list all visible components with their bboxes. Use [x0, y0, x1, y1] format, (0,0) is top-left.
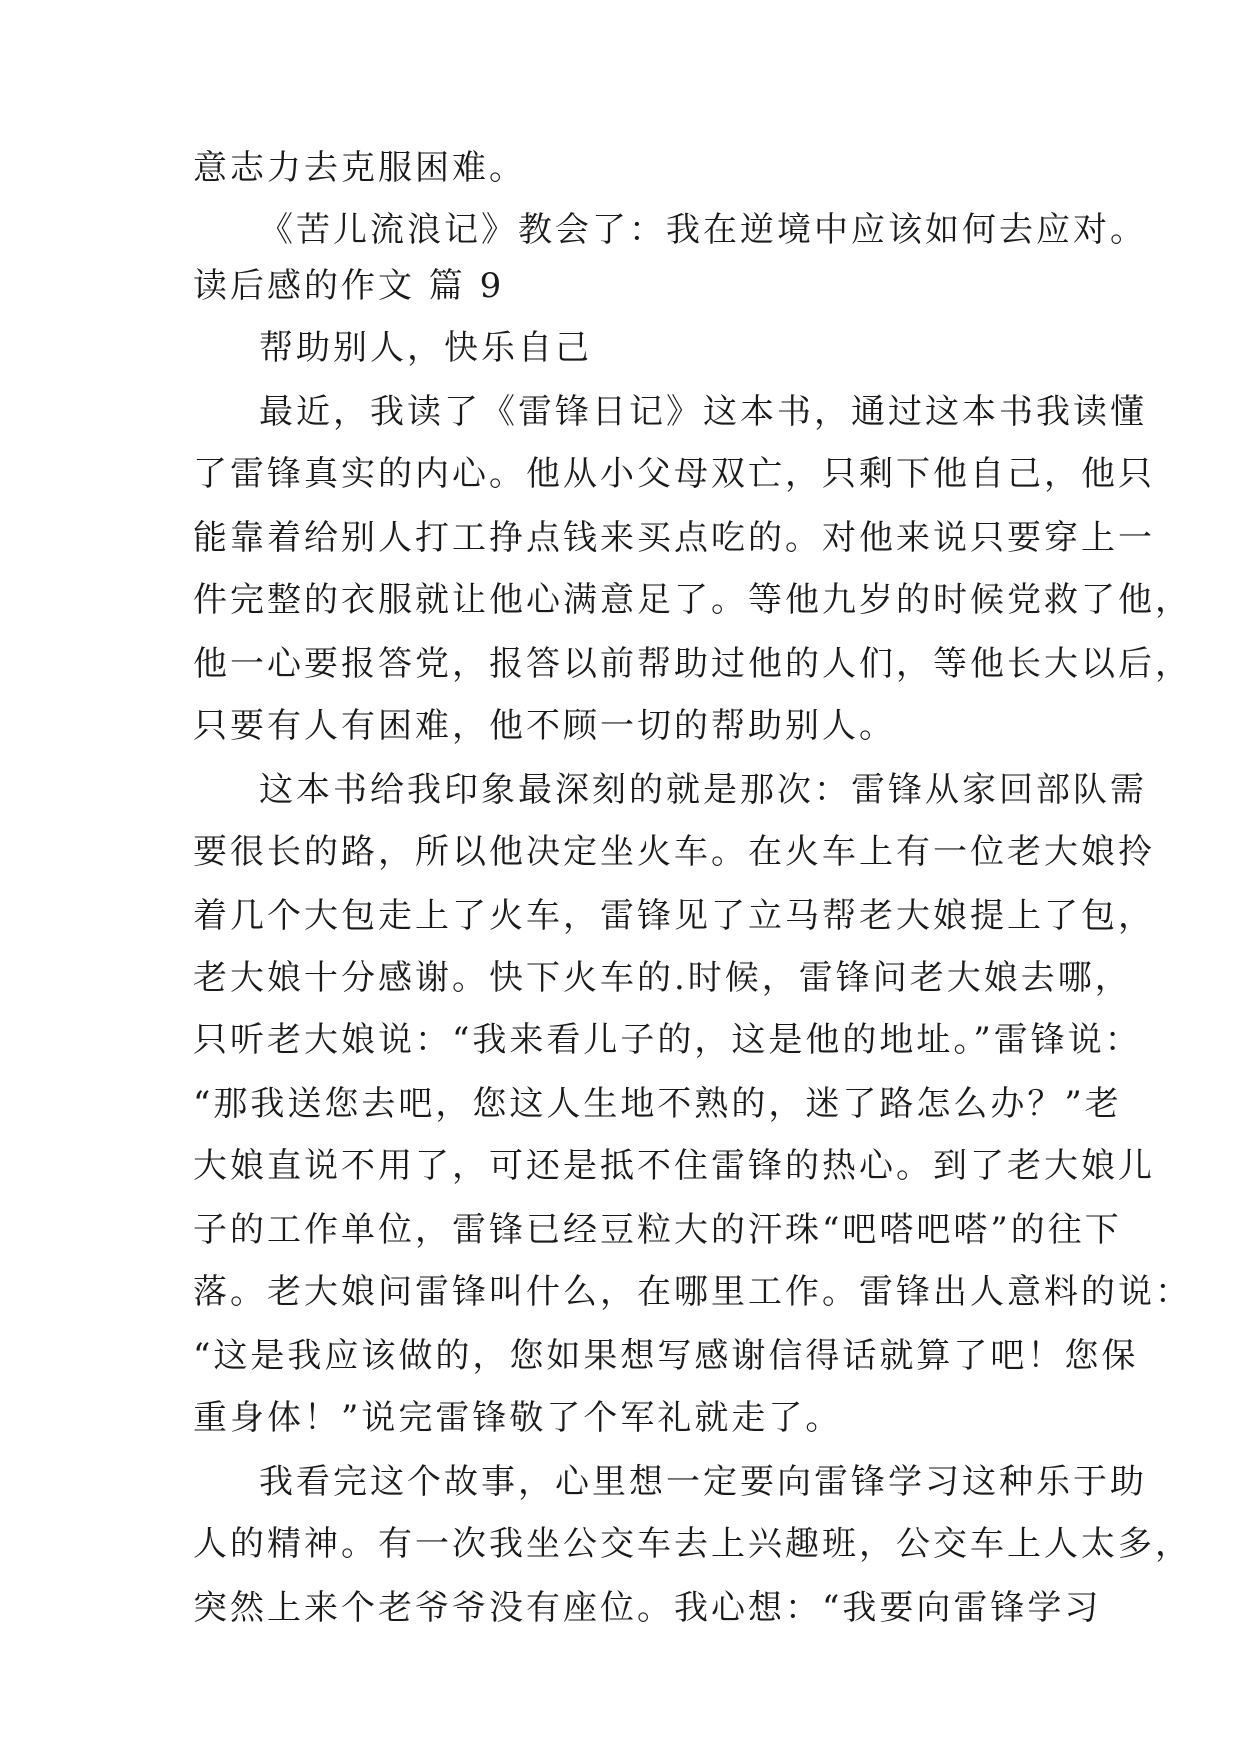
paragraph-line: 只要有人有困难，他不顾一切的帮助别人。 [193, 706, 896, 746]
paragraph-line: 只听老大娘说：“我来看儿子的，这是他的地址。”雷锋说： [193, 1020, 1142, 1060]
paragraph-line: 重身体！”说完雷锋敬了个军礼就走了。 [193, 1398, 843, 1438]
paragraph-line: 人的精神。有一次我坐公交车去上兴趣班，公交车上人太多， [193, 1524, 1192, 1564]
paragraph-line: 意志力去克服困难。 [193, 148, 526, 188]
paragraph-line: 这本书给我印象最深刻的就是那次：雷锋从家回部队需 [259, 770, 1147, 810]
paragraph-line: 大娘直说不用了，可还是抵不住雷锋的热心。到了老大娘儿 [193, 1146, 1155, 1186]
paragraph-line: 最近，我读了《雷锋日记》这本书，通过这本书我读懂 [259, 392, 1147, 432]
paragraph-line: 老大娘十分感谢。快下火车的.时候，雷锋问老大娘去哪， [193, 958, 1132, 998]
paragraph-line: 《苦儿流浪记》教会了：我在逆境中应该如何去应对。 [259, 210, 1147, 250]
paragraph-line: 能靠着给别人打工挣点钱来买点吃的。对他来说只要穿上一 [193, 518, 1155, 558]
article-title: 帮助别人，快乐自己 [259, 328, 592, 368]
paragraph-line: 我看完这个故事，心里想一定要向雷锋学习这种乐于助 [259, 1462, 1147, 1502]
paragraph-line: “那我送您去吧，您这人生地不熟的，迷了路怎么办？”老 [193, 1084, 1122, 1124]
paragraph-line: “这是我应该做的，您如果想写感谢信得话就算了吧！您保 [193, 1336, 1139, 1376]
paragraph-line: 件完整的衣服就让他心满意足了。等他九岁的时候党救了他， [193, 580, 1192, 620]
paragraph-line: 了雷锋真实的内心。他从小父母双亡，只剩下他自己，他只 [193, 454, 1155, 494]
section-heading: 读后感的作文 篇 9 [193, 266, 505, 306]
paragraph-line: 落。老大娘问雷锋叫什么，在哪里工作。雷锋出人意料的说： [193, 1272, 1192, 1312]
paragraph-line: 着几个大包走上了火车，雷锋见了立马帮老大娘提上了包， [193, 896, 1155, 936]
paragraph-line: 他一心要报答党，报答以前帮助过他的人们，等他长大以后， [193, 644, 1192, 684]
paragraph-line: 子的工作单位，雷锋已经豆粒大的汗珠“吧嗒吧嗒”的往下 [193, 1210, 1122, 1250]
paragraph-line: 要很长的路，所以他决定坐火车。在火车上有一位老大娘拎 [193, 832, 1155, 872]
paragraph-line: 突然上来个老爷爷没有座位。我心想：“我要向雷锋学习 [193, 1588, 1102, 1628]
